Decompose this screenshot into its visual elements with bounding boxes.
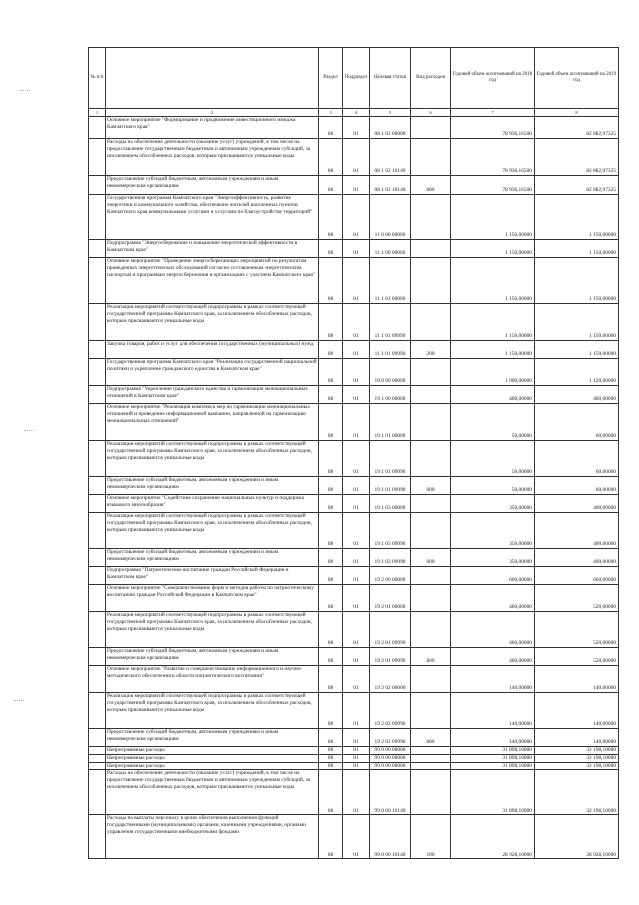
row-amount-2019: 460,00000 (535, 386, 619, 404)
row-amount-2019: 140,00000 (535, 729, 619, 747)
row-podrazdel: 01 (343, 404, 370, 441)
row-amount-2018: 31 898,10000 (451, 747, 535, 755)
row-podrazdel: 01 (343, 762, 370, 770)
row-expense-type: 600 (411, 729, 451, 747)
row-target-article: 19 1 03 09990 (370, 549, 411, 567)
table-row (89, 549, 619, 567)
row-target-article: 19 1 01 09990 (370, 477, 411, 495)
row-expense-type (411, 762, 451, 770)
row-name: Подпрограмма "Патриотическое воспитание граждан Российской Федерации в Камчатском крае" (106, 567, 319, 585)
row-name: Расходы на обеспечение деятельности (оказание услуг) учреждений, в том числе на предоставление государственным бюджетным и автономным учреждениям субсидий, за исключением обособленных расходов, которым присваиваются уникальные коды (106, 139, 319, 176)
row-razdel: 08 (319, 139, 343, 176)
col-podrazdel-header: Подраздел (343, 48, 370, 109)
row-expense-type (411, 585, 451, 612)
column-number: 4 (343, 109, 370, 117)
row-index (89, 304, 106, 341)
row-amount-2019: 1 120,00000 (535, 359, 619, 386)
row-razdel: 08 (319, 762, 343, 770)
row-index (89, 404, 106, 441)
row-target-article: 19 2 02 09990 (370, 729, 411, 747)
row-target-article: 99 0 00 10140 (370, 770, 411, 815)
row-target-article: 99 0 00 00000 (370, 754, 411, 762)
row-index (89, 117, 106, 139)
row-expense-type (411, 195, 451, 240)
row-amount-2018: 350,00000 (451, 549, 535, 567)
row-target-article: 99 0 00 00000 (370, 747, 411, 755)
column-number: 8 (535, 109, 619, 117)
row-name: Реализация мероприятий соответствующей подпрограммы в рамках соответствующей государственной программы Камчатского края, за исключением обособленных расходов, которым присваиваются уникальные коды (106, 513, 319, 549)
table-row (89, 477, 619, 495)
row-name: Подпрограмма "Энергосбережение и повышение энергетической эффективности в Камчатском крае" (106, 240, 319, 258)
row-amount-2018: 350,00000 (451, 513, 535, 549)
row-amount-2018: 1 150,00000 (451, 304, 535, 341)
row-razdel: 08 (319, 441, 343, 477)
row-podrazdel: 01 (343, 729, 370, 747)
table-row (89, 754, 619, 762)
row-podrazdel: 01 (343, 359, 370, 386)
row-expense-type: 600 (411, 477, 451, 495)
row-index (89, 341, 106, 359)
row-amount-2019: 32 198,10000 (535, 747, 619, 755)
table-row (89, 815, 619, 859)
row-name: Реализация мероприятий соответствующей подпрограммы в рамках соответствующей государственной программы Камчатского края, за исключением обособленных расходов, которым присваиваются уникальные коды (106, 612, 319, 648)
row-razdel: 08 (319, 693, 343, 729)
row-podrazdel: 01 (343, 815, 370, 859)
row-name: Предоставление субсидий бюджетным, автономным учреждениям и иным некоммерческим организациям (106, 477, 319, 495)
table-row (89, 258, 619, 304)
table-row (89, 612, 619, 648)
table-row (89, 666, 619, 693)
row-name: Государственная программа Камчатского края "Энергоэффективность, развитие энергетики и коммунального хозяйства, обеспечение жителей населенных пунктов Камчатского края коммунальными услугами и услугами по благоустройству территорий" (106, 195, 319, 240)
row-expense-type (411, 441, 451, 477)
column-number: 5 (370, 109, 411, 117)
margin-mark (24, 430, 34, 431)
row-name: Реализация мероприятий соответствующей подпрограммы в рамках соответствующей государственной программы Камчатского края, за исключением обособленных расходов, которым присваиваются уникальные коды (106, 441, 319, 477)
row-amount-2019: 520,00000 (535, 585, 619, 612)
row-target-article: 19 2 02 09990 (370, 693, 411, 729)
row-razdel: 08 (319, 513, 343, 549)
row-expense-type (411, 304, 451, 341)
table-row (89, 567, 619, 585)
row-razdel: 08 (319, 495, 343, 513)
row-razdel: 08 (319, 815, 343, 859)
row-podrazdel: 01 (343, 139, 370, 176)
row-amount-2018: 1 150,00000 (451, 240, 535, 258)
row-expense-type: 600 (411, 176, 451, 195)
row-expense-type (411, 693, 451, 729)
row-razdel: 08 (319, 747, 343, 755)
row-name: Основное мероприятие "Формирование и продвижение инвестиционного имиджа Камчатского края" (106, 117, 319, 139)
table-row (89, 648, 619, 666)
row-index (89, 549, 106, 567)
row-amount-2019: 520,00000 (535, 648, 619, 666)
row-expense-type (411, 240, 451, 258)
row-name: Расходы на выплаты персоналу в целях обеспечения выполнения функций государственными (муниципальными) органами, казенными учреждениями, органами управления государственными внебюджетными фондами (106, 815, 319, 859)
row-podrazdel: 01 (343, 549, 370, 567)
col-2019-header: Годовой объем ассигнований на 2019 год (535, 48, 619, 109)
row-expense-type (411, 567, 451, 585)
table-row (89, 729, 619, 747)
row-name: Реализация мероприятий соответствующей подпрограммы в рамках соответствующей государственной программы Камчатского края, за исключением обособленных расходов, которым присваиваются уникальные коды (106, 693, 319, 729)
row-amount-2019: 32 198,10000 (535, 770, 619, 815)
row-target-article: 19 2 00 00000 (370, 567, 411, 585)
row-podrazdel: 01 (343, 770, 370, 815)
row-target-article: 19 2 01 09990 (370, 612, 411, 648)
row-amount-2018: 350,00000 (451, 495, 535, 513)
row-index (89, 770, 106, 815)
row-razdel: 08 (319, 612, 343, 648)
row-razdel: 08 (319, 754, 343, 762)
column-number: 1 (89, 109, 106, 117)
row-expense-type (411, 666, 451, 693)
row-target-article: 19 1 03 00000 (370, 495, 411, 513)
row-razdel: 08 (319, 648, 343, 666)
row-podrazdel: 01 (343, 648, 370, 666)
row-podrazdel: 01 (343, 386, 370, 404)
row-amount-2019: 60,00000 (535, 477, 619, 495)
row-amount-2018: 400,00000 (451, 386, 535, 404)
row-name: Предоставление субсидий бюджетным, автономным учреждениям и иным некоммерческим организациям (106, 729, 319, 747)
row-razdel: 08 (319, 666, 343, 693)
row-amount-2019: 82 882,97325 (535, 117, 619, 139)
row-expense-type (411, 495, 451, 513)
row-razdel: 08 (319, 386, 343, 404)
row-podrazdel: 01 (343, 304, 370, 341)
budget-table (88, 47, 619, 859)
row-target-article: 19 1 03 09990 (370, 513, 411, 549)
table-row (89, 359, 619, 386)
row-amount-2018: 460,00000 (451, 585, 535, 612)
row-razdel: 08 (319, 729, 343, 747)
row-podrazdel: 01 (343, 495, 370, 513)
row-name: Расходы на обеспечение деятельности (оказание услуг) учреждений, в том числе на предоставление государственным бюджетным и автономным учреждениям субсидий, за исключением обособленных расходов, которым присваиваются уникальные коды (106, 770, 319, 815)
row-expense-type (411, 770, 451, 815)
row-razdel: 08 (319, 770, 343, 815)
row-razdel: 08 (319, 195, 343, 240)
row-amount-2019: 60,00000 (535, 404, 619, 441)
row-amount-2018: 1 150,00000 (451, 258, 535, 304)
table-row (89, 762, 619, 770)
row-target-article: 19 0 00 00000 (370, 359, 411, 386)
row-razdel: 08 (319, 585, 343, 612)
table-row (89, 770, 619, 815)
row-razdel: 08 (319, 117, 343, 139)
row-amount-2018: 600,00000 (451, 567, 535, 585)
row-target-article: 08 1 02 10140 (370, 176, 411, 195)
row-amount-2018: 78 936,16500 (451, 117, 535, 139)
table-row (89, 495, 619, 513)
row-razdel: 08 (319, 176, 343, 195)
row-amount-2019: 140,00000 (535, 693, 619, 729)
row-index (89, 195, 106, 240)
row-amount-2018: 1 000,00000 (451, 359, 535, 386)
row-amount-2018: 1 150,00000 (451, 195, 535, 240)
row-podrazdel: 01 (343, 176, 370, 195)
row-podrazdel: 01 (343, 585, 370, 612)
row-razdel: 08 (319, 549, 343, 567)
row-amount-2019: 400,00000 (535, 549, 619, 567)
row-target-article: 19 1 00 00000 (370, 386, 411, 404)
row-target-article: 08 1 02 00000 (370, 117, 411, 139)
row-index (89, 176, 106, 195)
row-amount-2019: 82 882,97325 (535, 139, 619, 176)
table-row (89, 117, 619, 139)
table-row (89, 513, 619, 549)
row-razdel: 08 (319, 304, 343, 341)
row-amount-2018: 78 936,16500 (451, 139, 535, 176)
table-row (89, 195, 619, 240)
row-target-article: 11 1 00 00000 (370, 240, 411, 258)
row-expense-type: 100 (411, 815, 451, 859)
row-razdel: 08 (319, 258, 343, 304)
row-index (89, 585, 106, 612)
row-podrazdel: 01 (343, 117, 370, 139)
row-podrazdel: 01 (343, 513, 370, 549)
row-name: Предоставление субсидий бюджетным, автономным учреждениям и иным некоммерческим организациям (106, 176, 319, 195)
row-amount-2019: 660,00000 (535, 567, 619, 585)
row-amount-2018: 140,00000 (451, 666, 535, 693)
row-target-article: 19 2 01 00000 (370, 585, 411, 612)
row-expense-type (411, 117, 451, 139)
row-index (89, 762, 106, 770)
row-index (89, 513, 106, 549)
row-name: Реализация мероприятий соответствующей подпрограммы в рамках соответствующей государственной программы Камчатского края, за исключением обособленных расходов, которым присваиваются уникальные коды (106, 304, 319, 341)
col-2018-header: Годовой объем ассигнований на 2018 год (451, 48, 535, 109)
row-expense-type (411, 513, 451, 549)
row-name: Основное мероприятие "Развитие и совершенствование информационного и научно-методического обеспечения в области патриотического воспитания" (106, 666, 319, 693)
col-number-header: № п/п (89, 48, 106, 109)
table-row (89, 386, 619, 404)
col-name-header (106, 48, 319, 109)
row-podrazdel: 01 (343, 341, 370, 359)
row-razdel: 08 (319, 341, 343, 359)
row-target-article: 19 2 01 09990 (370, 648, 411, 666)
row-amount-2018: 460,00000 (451, 648, 535, 666)
row-amount-2019: 60,00000 (535, 441, 619, 477)
row-podrazdel: 01 (343, 441, 370, 477)
row-expense-type: 600 (411, 549, 451, 567)
row-expense-type (411, 258, 451, 304)
col-razdel-header: Раздел (319, 48, 343, 109)
row-razdel: 08 (319, 359, 343, 386)
row-index (89, 815, 106, 859)
row-amount-2019: 1 150,00000 (535, 258, 619, 304)
column-number: 2 (106, 109, 319, 117)
row-index (89, 729, 106, 747)
row-amount-2018: 1 150,00000 (451, 341, 535, 359)
row-amount-2018: 140,00000 (451, 693, 535, 729)
table-row (89, 176, 619, 195)
row-razdel: 08 (319, 477, 343, 495)
row-amount-2019: 1 150,00000 (535, 240, 619, 258)
row-podrazdel: 01 (343, 258, 370, 304)
table-row (89, 747, 619, 755)
row-amount-2018: 31 898,10000 (451, 754, 535, 762)
table-row (89, 404, 619, 441)
column-number: 3 (319, 109, 343, 117)
row-index (89, 666, 106, 693)
row-index (89, 612, 106, 648)
row-amount-2019: 1 150,00000 (535, 304, 619, 341)
row-razdel: 08 (319, 240, 343, 258)
row-name: Основное мероприятие "Проведение энергосберегающих мероприятий по результатам проведенных энергетических обследований согласно составленным энергетическим паспортам и программам энергосбережения в организациях с участием Камчатского края" (106, 258, 319, 304)
row-target-article: 19 1 01 09990 (370, 441, 411, 477)
row-amount-2019: 400,00000 (535, 513, 619, 549)
header-row (89, 48, 619, 109)
row-amount-2018: 460,00000 (451, 612, 535, 648)
column-numbers-row (89, 109, 619, 117)
row-amount-2018: 78 936,16500 (451, 176, 535, 195)
row-target-article: 11 0 00 00000 (370, 195, 411, 240)
row-name: Непрограммные расходы (106, 762, 319, 770)
row-podrazdel: 01 (343, 195, 370, 240)
row-target-article: 99 0 00 10140 (370, 815, 411, 859)
row-amount-2019: 520,00000 (535, 612, 619, 648)
table-row (89, 240, 619, 258)
row-expense-type (411, 754, 451, 762)
row-target-article: 11 1 01 00000 (370, 258, 411, 304)
row-podrazdel: 01 (343, 754, 370, 762)
row-amount-2019: 1 150,00000 (535, 195, 619, 240)
row-amount-2019: 32 198,10000 (535, 762, 619, 770)
row-amount-2019: 400,00000 (535, 495, 619, 513)
row-amount-2018: 31 898,10000 (451, 762, 535, 770)
row-expense-type (411, 359, 451, 386)
row-expense-type: 200 (411, 341, 451, 359)
column-number: 6 (411, 109, 451, 117)
row-index (89, 258, 106, 304)
col-target-article-header: Целевая статья (370, 48, 411, 109)
row-razdel: 08 (319, 404, 343, 441)
row-index (89, 648, 106, 666)
row-index (89, 441, 106, 477)
row-name: Основное мероприятие "Реализация комплекса мер по гармонизации межнациональных отношений и проведение информационной кампании, направленной на гармонизацию межнациональных отношений" (106, 404, 319, 441)
margin-mark (20, 90, 30, 91)
row-expense-type (411, 386, 451, 404)
row-name: Предоставление субсидий бюджетным, автономным учреждениям и иным некоммерческим организациям (106, 549, 319, 567)
row-target-article: 11 1 01 09990 (370, 304, 411, 341)
row-expense-type (411, 612, 451, 648)
table-row (89, 585, 619, 612)
row-name: Непрограммные расходы (106, 754, 319, 762)
row-podrazdel: 01 (343, 567, 370, 585)
row-name: Закупка товаров, работ и услуг для обеспечения государственных (муниципальных) нужд (106, 341, 319, 359)
row-amount-2018: 50,00000 (451, 404, 535, 441)
row-index (89, 359, 106, 386)
column-number: 7 (451, 109, 535, 117)
row-name: Государственная программа Камчатского края "Реализация государственной национальной политики и укрепление гражданского единства в Камчатском крае" (106, 359, 319, 386)
row-name: Непрограммные расходы (106, 747, 319, 755)
row-amount-2019: 1 150,00000 (535, 341, 619, 359)
row-amount-2018: 140,00000 (451, 729, 535, 747)
row-expense-type (411, 747, 451, 755)
margin-mark (14, 700, 24, 701)
table-row (89, 341, 619, 359)
row-podrazdel: 01 (343, 747, 370, 755)
row-target-article: 08 1 02 10140 (370, 139, 411, 176)
row-amount-2018: 50,00000 (451, 477, 535, 495)
table-row (89, 304, 619, 341)
col-expense-type-header: Вид расходов (411, 48, 451, 109)
table-row (89, 139, 619, 176)
row-name: Основное мероприятие "Содействие сохранению национальных культур и поддержка языкового многообразия" (106, 495, 319, 513)
row-podrazdel: 01 (343, 477, 370, 495)
row-amount-2019: 140,00000 (535, 666, 619, 693)
row-expense-type (411, 404, 451, 441)
row-index (89, 477, 106, 495)
row-target-article: 19 1 01 00000 (370, 404, 411, 441)
row-index (89, 139, 106, 176)
row-podrazdel: 01 (343, 666, 370, 693)
row-index (89, 747, 106, 755)
row-amount-2019: 82 882,97325 (535, 176, 619, 195)
row-amount-2018: 31 898,10000 (451, 770, 535, 815)
row-podrazdel: 01 (343, 612, 370, 648)
row-name: Подпрограмма "Укрепление гражданского единства и гармонизация межнациональных отношений в Камчатском крае" (106, 386, 319, 404)
row-amount-2019: 28 928,10000 (535, 815, 619, 859)
row-index (89, 386, 106, 404)
row-podrazdel: 01 (343, 240, 370, 258)
row-target-article: 99 0 00 00000 (370, 762, 411, 770)
row-target-article: 19 2 02 00000 (370, 666, 411, 693)
row-amount-2019: 32 198,10000 (535, 754, 619, 762)
row-amount-2018: 50,00000 (451, 441, 535, 477)
table-row (89, 441, 619, 477)
row-index (89, 754, 106, 762)
row-index (89, 240, 106, 258)
row-name: Основное мероприятие "Совершенствование форм и методов работы по патриотическому воспитанию граждан Российской Федерации в Камчатском крае" (106, 585, 319, 612)
row-index (89, 495, 106, 513)
row-index (89, 693, 106, 729)
row-index (89, 567, 106, 585)
row-amount-2018: 28 928,10000 (451, 815, 535, 859)
row-podrazdel: 01 (343, 693, 370, 729)
row-target-article: 11 1 01 09990 (370, 341, 411, 359)
row-expense-type (411, 139, 451, 176)
row-razdel: 08 (319, 567, 343, 585)
row-name: Предоставление субсидий бюджетным, автономным учреждениям и иным некоммерческим организациям (106, 648, 319, 666)
table-row (89, 693, 619, 729)
row-expense-type: 600 (411, 648, 451, 666)
